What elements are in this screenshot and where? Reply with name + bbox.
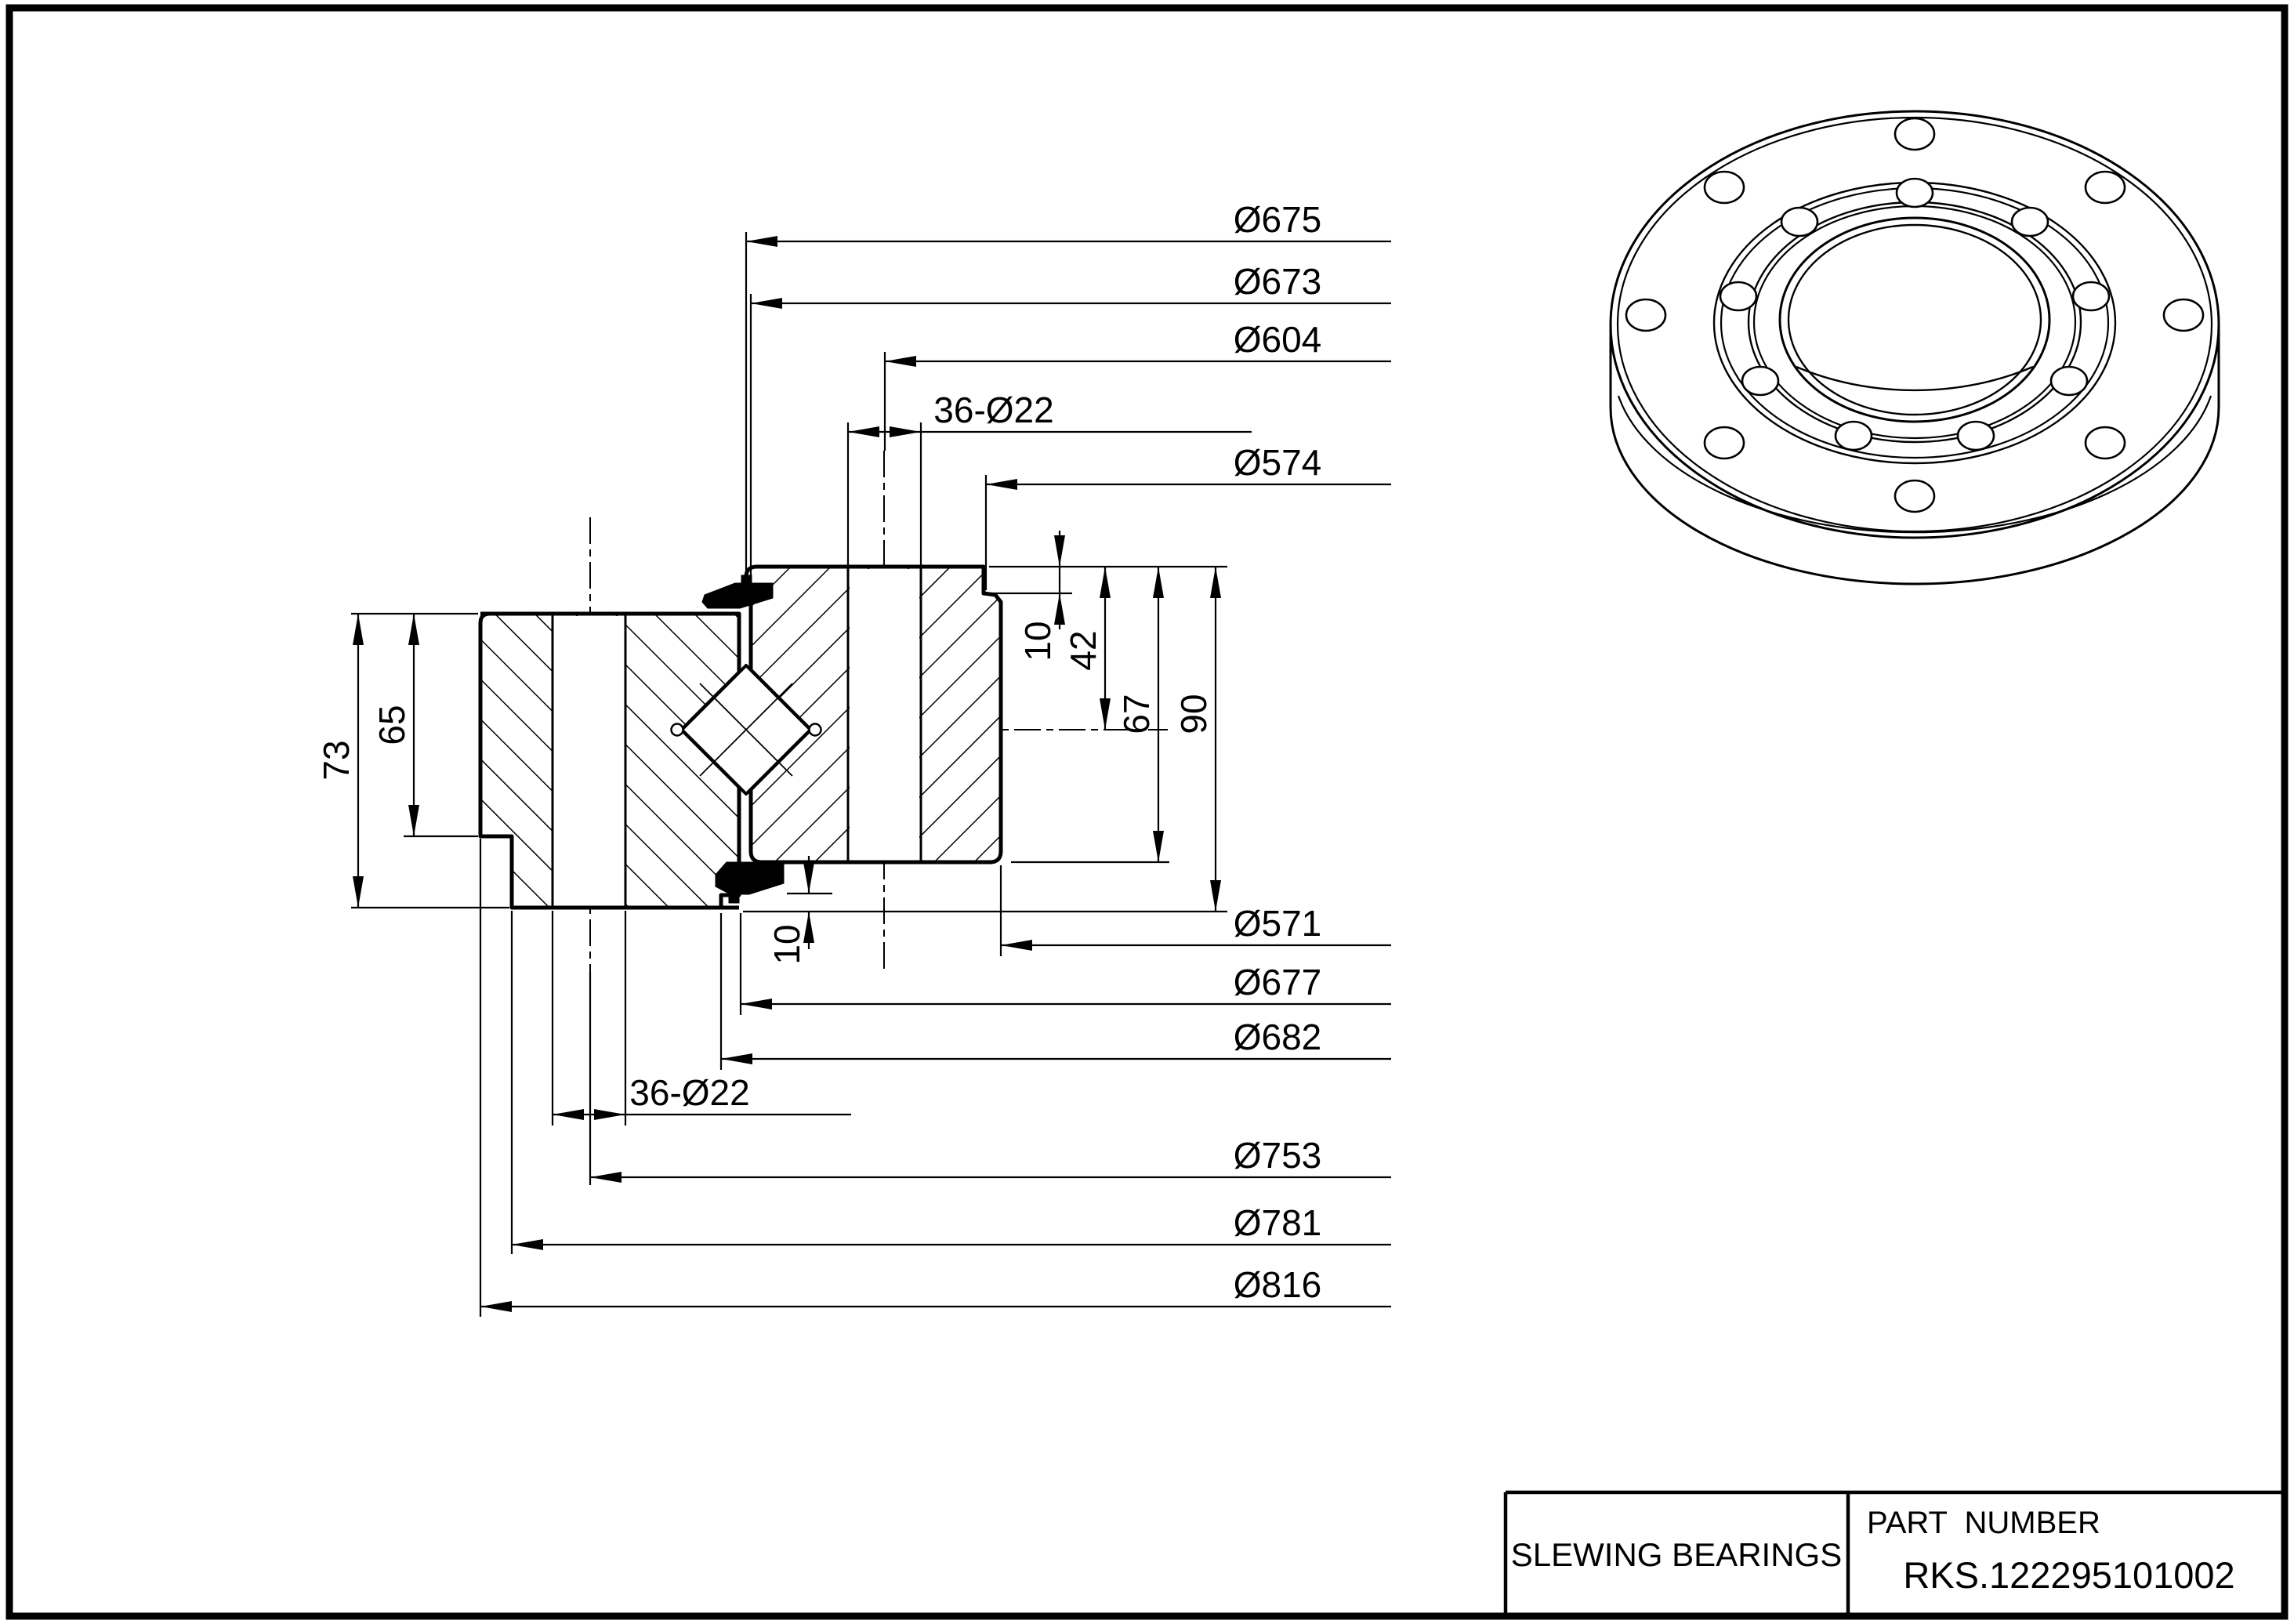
dim-label-73: 73	[316, 740, 357, 781]
dim-label-781: Ø781	[1233, 1202, 1322, 1243]
dim-label-42: 42	[1063, 630, 1104, 671]
dim-label-816: Ø816	[1233, 1264, 1322, 1305]
dim-label-574: Ø574	[1233, 442, 1322, 483]
raceway-right-dot	[810, 724, 821, 736]
dim-label-682: Ø682	[1233, 1017, 1322, 1057]
dim-label-677: Ø677	[1233, 962, 1322, 1002]
dim-label-10-bottom: 10	[766, 924, 807, 965]
dim-label-90: 90	[1173, 694, 1214, 734]
dim-label-673: Ø673	[1233, 261, 1322, 302]
dim-label-753: Ø753	[1233, 1135, 1322, 1176]
dim-label-604: Ø604	[1233, 319, 1322, 360]
dim-label-65: 65	[371, 705, 412, 745]
inner-ring-bolt-hole	[850, 569, 919, 861]
dim-label-571: Ø571	[1233, 903, 1322, 944]
dim-label-10-top: 10	[1017, 621, 1058, 662]
dim-label-36x22-bottom: 36-Ø22	[629, 1072, 750, 1113]
dim-label-675: Ø675	[1233, 199, 1322, 240]
raceway-left-dot	[672, 724, 683, 736]
outer-ring-bolt-hole	[553, 616, 625, 906]
dim-label-36x22-top: 36-Ø22	[933, 390, 1054, 430]
title-block-part-number-label: PART NUMBER	[1867, 1506, 2100, 1540]
title-block-part-number: RKS.122295101002	[1903, 1554, 2235, 1596]
title-block-product-type: SLEWING BEARINGS	[1510, 1536, 1843, 1573]
dim-label-67: 67	[1116, 694, 1157, 734]
